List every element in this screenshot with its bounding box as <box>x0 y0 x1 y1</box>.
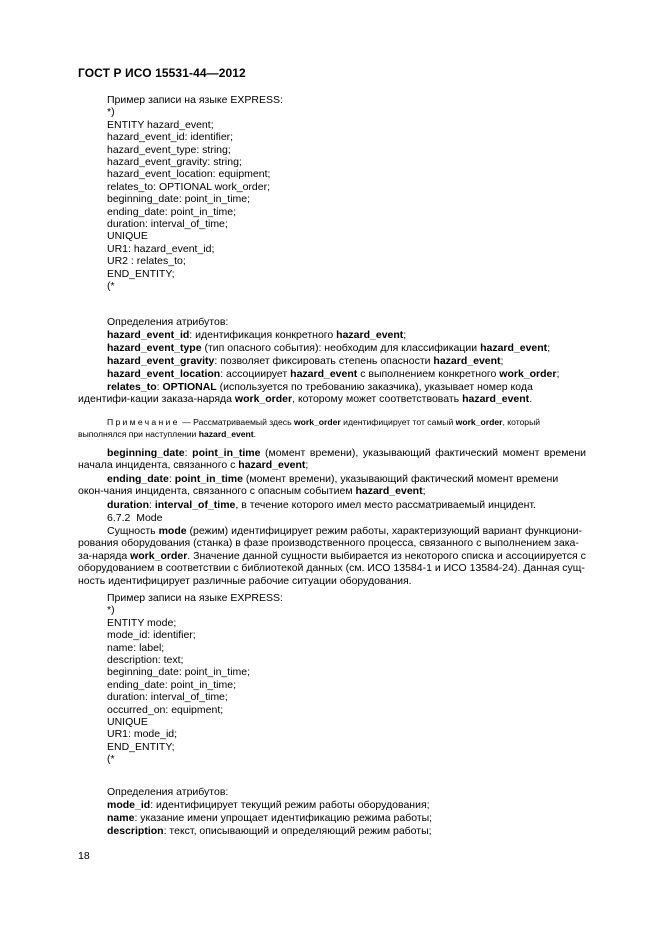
attr-ref: hazard_event <box>462 393 530 406</box>
code-line: UR2 : relates_to; <box>107 255 186 268</box>
code-line: ending_date: point_in_time; <box>107 205 237 218</box>
code-line: END_ENTITY; <box>107 267 175 280</box>
attr-beginning-date <box>78 447 586 472</box>
attr-text: : идентификация конкретного <box>189 329 337 341</box>
attr-name: hazard_event_location <box>107 368 221 380</box>
code-line: hazard_event_location: equipment; <box>107 168 271 181</box>
attr-name: duration <box>107 499 149 511</box>
attr-text: : текст, описывающий и определяющий режим работы; <box>163 825 432 837</box>
attr-hazard-event-location <box>107 368 559 380</box>
attr-name: hazard_event_id <box>107 329 190 341</box>
attr-text: , которому может соответствовать <box>292 393 463 406</box>
note-ref: hazard_event <box>198 429 254 440</box>
note-label: Примечание <box>107 417 180 427</box>
code-line: UNIQUE <box>107 716 148 729</box>
attr-type: interval_of_time <box>154 499 236 511</box>
attr-ref: hazard_event <box>290 368 358 380</box>
code-line: beginning_date: point_in_time; <box>107 193 251 206</box>
standard-header: ГОСТ Р ИСО 15531-44—2012 <box>78 66 246 80</box>
attr-ref: work_order <box>499 368 557 380</box>
note-paragraph <box>78 416 586 441</box>
attr-optional: OPTIONAL <box>162 381 217 393</box>
attributes-heading: Определения атрибутов: <box>107 316 229 328</box>
para-ref: mode <box>158 525 187 537</box>
attr-name: mode_id <box>107 799 151 811</box>
code-line: occurred_on: equipment; <box>107 703 224 716</box>
code-line: duration: interval_of_time; <box>107 218 228 231</box>
note-end: . <box>253 429 257 440</box>
attr-end: ; <box>305 459 309 472</box>
section-title: Mode <box>136 512 163 524</box>
attr-text: : <box>184 447 193 459</box>
note-text: , который выполнялся при наступлении <box>78 417 541 440</box>
attr-end: ; <box>556 368 560 380</box>
attr-text: : идентифицирует текущий режим работы оборудования; <box>150 799 430 811</box>
code-line: (* <box>107 280 115 293</box>
attr-name: ending_date <box>107 473 169 485</box>
code-line: beginning_date: point_in_time; <box>107 666 251 679</box>
para-ref: work_order <box>130 549 188 562</box>
express-example-hazard-event <box>107 94 283 293</box>
attr-description <box>107 825 432 837</box>
para-text: Сущность <box>107 525 159 537</box>
attr-name: hazard_event_type <box>107 342 202 354</box>
code-line: UR1: mode_id; <box>107 728 178 741</box>
code-line: ENTITY mode; <box>107 616 177 629</box>
express-example-mode <box>107 592 283 766</box>
note-text: — Рассматриваемый здесь <box>179 417 294 427</box>
note-ref: work_order <box>293 417 341 427</box>
code-line: UR1: hazard_event_id; <box>107 242 215 255</box>
code-line: ending_date: point_in_time; <box>107 678 237 691</box>
attr-ref: work_order <box>234 393 293 406</box>
attr-text: (тип опасного события): необходим для классификации <box>201 342 481 354</box>
attr-text: (момент времени), указывающий фактический момент времени начала инцидента, связанного с <box>78 447 586 472</box>
attr-text: : <box>168 473 175 485</box>
code-line: *) <box>107 106 115 119</box>
code-line: ENTITY hazard_event; <box>107 118 214 131</box>
code-line: mode_id: identifier; <box>107 629 196 642</box>
attr-relates-to <box>78 381 586 406</box>
code-line: (* <box>107 753 115 766</box>
attributes-heading-mode: Определения атрибутов: <box>107 786 229 798</box>
attr-text: (используется по требованию заказчика), указывает номер кода идентифи-кации заказа-наряда <box>78 381 533 406</box>
attr-end: ; <box>403 329 407 341</box>
attr-name: description <box>107 825 164 837</box>
code-line: UNIQUE <box>107 230 148 243</box>
attr-end: . <box>529 393 533 406</box>
attr-text: : <box>156 381 163 393</box>
code-line: duration: interval_of_time; <box>107 691 228 704</box>
code-line: END_ENTITY; <box>107 740 175 753</box>
attr-ref: hazard_event <box>433 355 501 367</box>
code-line: *) <box>107 604 115 617</box>
attr-text: с выполнением конкретного <box>357 368 500 380</box>
code-line: description: text; <box>107 654 184 667</box>
express-intro: Пример записи на языке EXPRESS: <box>107 592 283 604</box>
attr-hazard-event-id <box>107 329 406 341</box>
attr-text: : позволяет фиксировать степень опасности <box>214 355 434 367</box>
attr-ref: hazard_event <box>238 459 306 472</box>
attr-end: ; <box>422 485 426 498</box>
attr-duration <box>107 499 536 511</box>
section-paragraph <box>78 525 586 587</box>
section-heading <box>107 512 162 524</box>
attr-text: : <box>149 499 155 511</box>
page-number: 18 <box>78 850 90 862</box>
attr-name: hazard_event_gravity <box>107 355 215 367</box>
section-number: 6.7.2 <box>107 512 131 524</box>
attr-text: , в течение которого имел место рассматриваемый инцидент. <box>235 499 536 511</box>
attr-ref: hazard_event <box>480 342 548 354</box>
para-text: . Значение данной сущности выбирается из некоторого списка и ассоциируется с оборудованием в соответствии с библиотекой данных (см. ИСО 13584-1 и ИСО 13584-24). Данная сущ-ность идентифицирует различные рабочие ситуации оборудования. <box>78 549 586 587</box>
note-text: идентифицирует тот самый <box>340 417 456 427</box>
code-line: hazard_event_gravity: string; <box>107 156 242 169</box>
attr-ref: hazard_event <box>336 329 404 341</box>
code-line: hazard_event_id: identifier; <box>107 131 234 144</box>
attr-name-field <box>107 812 432 824</box>
attr-text: : ассоциирует <box>220 368 291 380</box>
attr-name: relates_to <box>107 381 157 393</box>
attr-type: point_in_time <box>174 473 243 485</box>
note-ref: work_order <box>455 417 503 427</box>
attr-ref: hazard_event <box>355 485 423 498</box>
attr-ending-date <box>78 473 586 498</box>
attr-hazard-event-type <box>107 342 550 354</box>
code-line: relates_to: OPTIONAL work_order; <box>107 180 271 193</box>
attr-name: beginning_date <box>107 447 185 459</box>
express-intro: Пример записи на языке EXPRESS: <box>107 94 283 106</box>
attr-text: (момент времени), указывающий фактический момент времени окон-чания инцидента, связанного с опасным событием <box>78 473 559 498</box>
attr-name: name <box>107 812 135 824</box>
attr-hazard-event-gravity <box>107 355 503 367</box>
attr-text: : указание имени упрощает идентификацию режима работы; <box>134 812 433 824</box>
code-line: name: label; <box>107 641 165 654</box>
attr-type: point_in_time <box>192 447 261 459</box>
attr-end: ; <box>547 342 551 354</box>
attr-end: ; <box>500 355 504 367</box>
code-line: hazard_event_type: string; <box>107 143 231 156</box>
attr-mode-id <box>107 799 430 811</box>
para-text: (режим) идентифицирует режим работы, характеризующий вариант функциони-рования оборудования (станка) в фазе производственного процесса, связанного с выполнением зака-за-наряда <box>78 525 583 562</box>
